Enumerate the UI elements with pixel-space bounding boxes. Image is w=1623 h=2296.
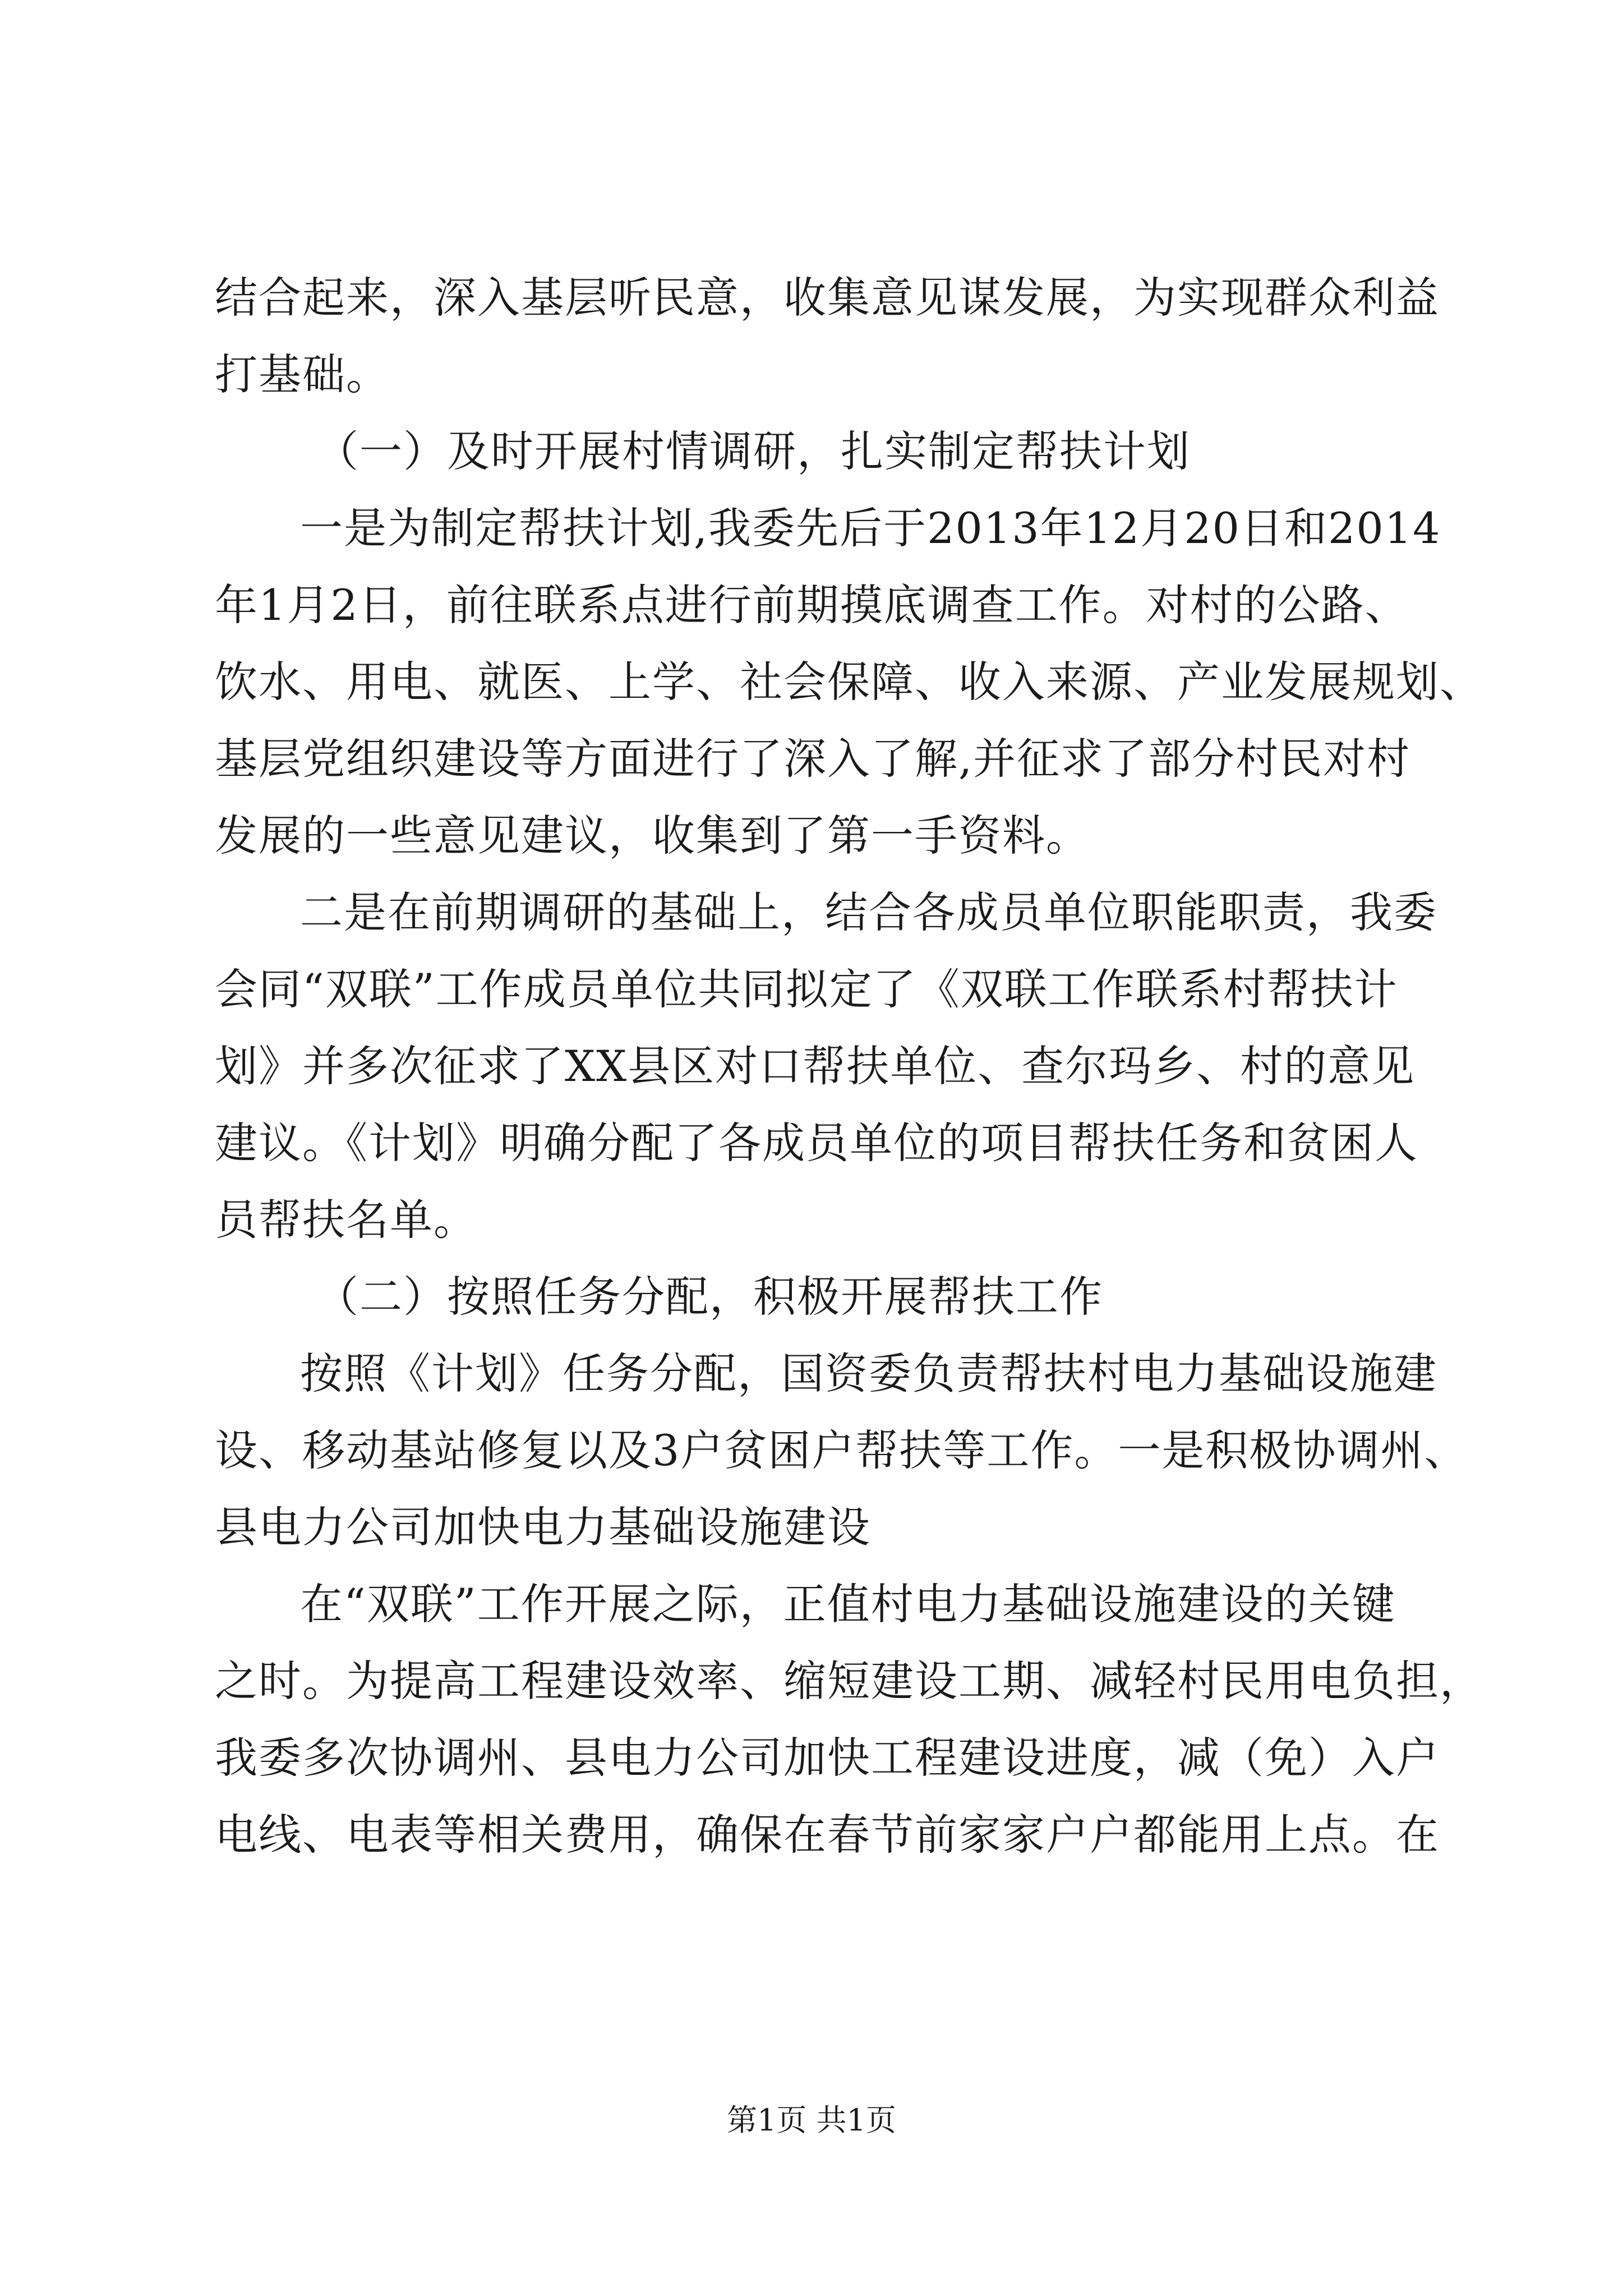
text-line: 按照《计划》任务分配，国资委负责帮扶村电力基础设施建 bbox=[300, 1349, 1437, 1398]
text-line: 之时。为提高工程建设效率、缩短建设工期、减轻村民用电负担， bbox=[215, 1656, 1483, 1706]
text-line: 一是为制定帮扶计划,我委先后于2013年12月20日和2014 bbox=[300, 503, 1441, 553]
text-line: 在“双联”工作开展之际，正值村电力基础设施建设的关键 bbox=[300, 1579, 1396, 1629]
text-line: 结合起来，深入基层听民意，收集意见谋发展，为实现群众利益 bbox=[215, 273, 1440, 323]
text-line: 发展的一些意见建议，收集到了第一手资料。 bbox=[215, 811, 1090, 861]
text-line: 我委多次协调州、县电力公司加快工程建设进度，减（免）入户 bbox=[215, 1733, 1440, 1783]
text-line: 打基础。 bbox=[215, 349, 390, 399]
text-line: 县电力公司加快电力基础设施建设 bbox=[215, 1502, 871, 1552]
section-heading: （二）按照任务分配，积极开展帮扶工作 bbox=[316, 1272, 1103, 1322]
text-line: 划》并多次征求了XX县区对口帮扶单位、查尔玛乡、村的意见 bbox=[215, 1041, 1415, 1091]
text-line: 员帮扶名单。 bbox=[215, 1195, 477, 1245]
text-line: 基层党组织建设等方面进行了深入了解,并征求了部分村民对村 bbox=[215, 734, 1411, 784]
text-line: 年1月2日，前往联系点进行前期摸底调查工作。对村的公路、 bbox=[215, 580, 1409, 630]
text-line: 二是在前期调研的基础上，结合各成员单位职能职责，我委 bbox=[300, 887, 1437, 937]
text-line: 设、移动基站修复以及3户贫困户帮扶等工作。一是积极协调州、 bbox=[215, 1425, 1468, 1475]
text-line: 建议。《计划》明确分配了各成员单位的项目帮扶任务和贫困人 bbox=[215, 1118, 1418, 1168]
text-line: 会同“双联”工作成员单位共同拟定了《双联工作联系村帮扶计 bbox=[215, 964, 1398, 1014]
document-body bbox=[215, 259, 1483, 1873]
section-heading: （一）及时开展村情调研，扎实制定帮扶计划 bbox=[316, 426, 1191, 476]
text-line: 电线、电表等相关费用，确保在春节前家家户户都能用上点。在 bbox=[215, 1810, 1440, 1860]
page-number-footer: 第1页 共1页 bbox=[727, 2102, 896, 2138]
text-line: 饮水、用电、就医、上学、社会保障、收入来源、产业发展规划、 bbox=[215, 657, 1483, 707]
